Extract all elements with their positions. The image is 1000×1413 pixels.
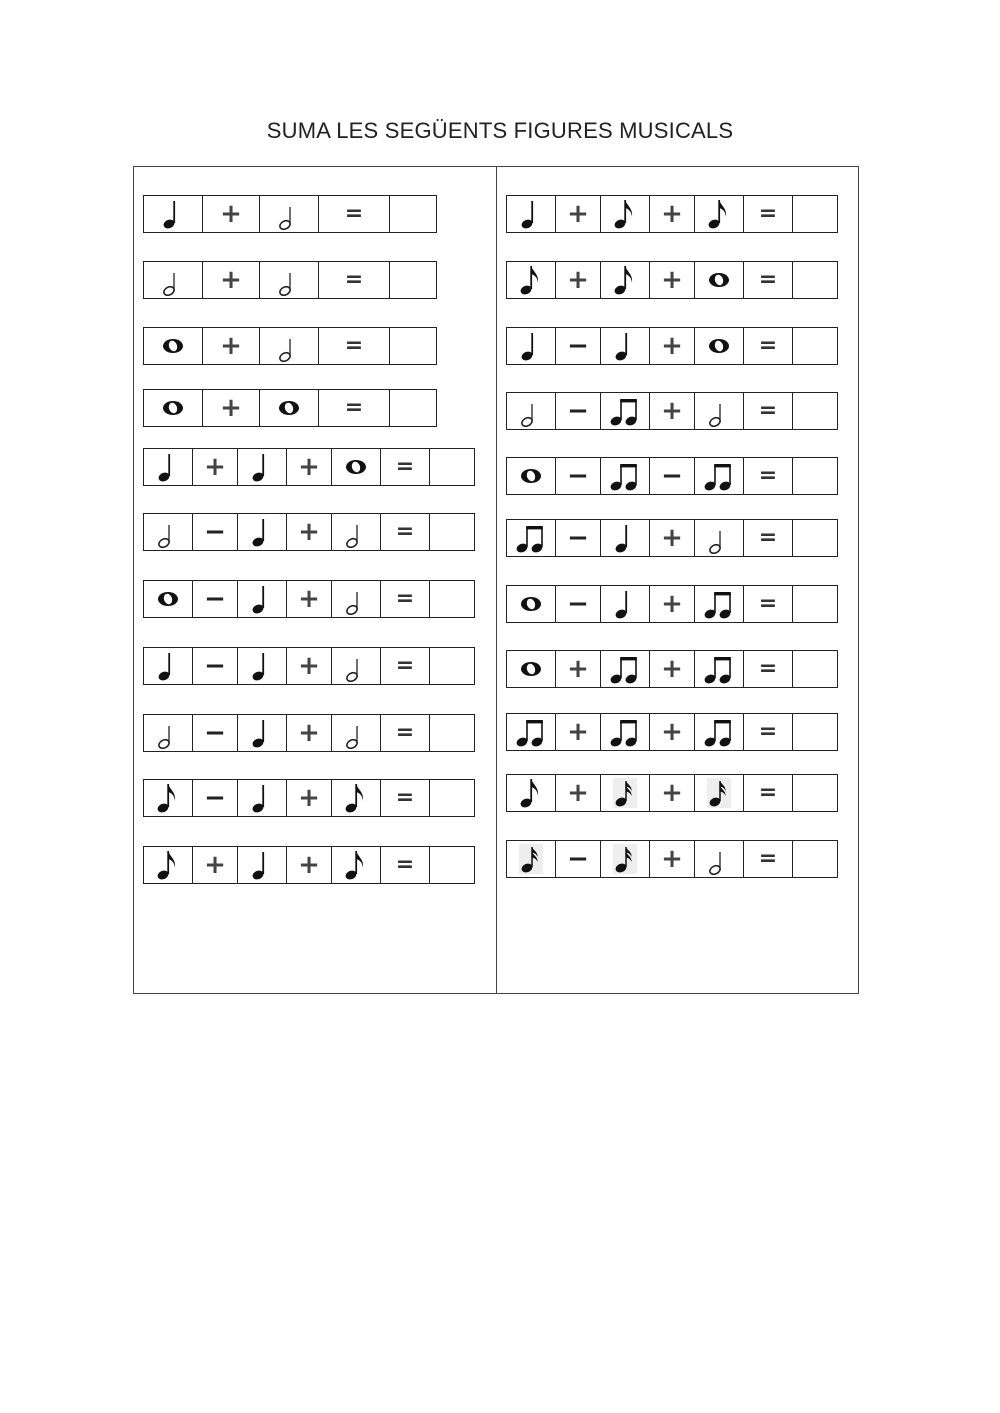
plus-sign (202, 327, 260, 365)
equals-sign (743, 392, 793, 430)
equals-symbol: = (395, 785, 415, 810)
note-cell (506, 327, 556, 365)
note-cell (259, 327, 319, 365)
answer-box[interactable] (389, 195, 437, 233)
quarter-note-icon (247, 516, 277, 548)
sixteenth-note-icon (610, 777, 640, 809)
answer-box[interactable] (792, 519, 838, 557)
plus-symbol: + (567, 778, 589, 808)
answer-box[interactable] (792, 650, 838, 688)
exercise-row (506, 261, 838, 299)
eighth-note-icon (341, 849, 371, 881)
note-cell (237, 513, 287, 551)
quarter-note-icon (610, 330, 640, 362)
equals-sign (318, 327, 390, 365)
equals-sign (380, 846, 430, 884)
plus-symbol: + (298, 517, 320, 547)
plus-sign (649, 392, 695, 430)
exercise-row (506, 457, 838, 495)
plus-symbol: + (661, 523, 683, 553)
note-cell (506, 585, 556, 623)
note-cell (143, 647, 193, 685)
note-cell (143, 846, 193, 884)
equals-symbol: = (395, 519, 415, 544)
quarter-note-icon (247, 782, 277, 814)
equals-symbol: = (395, 720, 415, 745)
minus-symbol: − (567, 396, 589, 426)
plus-sign (286, 647, 332, 685)
worksheet-title: SUMA LES SEGÜENTS FIGURES MUSICALS (266, 118, 734, 143)
quarter-note-icon (247, 717, 277, 749)
half-note-icon (274, 330, 304, 362)
equals-sign (743, 519, 793, 557)
plus-sign (286, 513, 332, 551)
minus-symbol: − (567, 589, 589, 619)
note-cell (331, 846, 381, 884)
plus-symbol: + (567, 199, 589, 229)
column-divider (496, 166, 497, 994)
plus-sign (192, 448, 238, 486)
minus-sign (192, 580, 238, 618)
plus-sign (555, 650, 601, 688)
minus-symbol: − (567, 331, 589, 361)
half-note-icon (153, 717, 183, 749)
plus-symbol: + (661, 717, 683, 747)
equals-sign (380, 779, 430, 817)
answer-box[interactable] (429, 846, 475, 884)
equals-symbol: = (395, 454, 415, 479)
note-cell (506, 650, 556, 688)
whole-note-icon (704, 264, 734, 296)
note-cell (506, 713, 556, 751)
answer-box[interactable] (792, 774, 838, 812)
beamed-eighths-note-icon (608, 395, 642, 427)
note-cell (694, 392, 744, 430)
note-cell (694, 519, 744, 557)
half-note-icon (274, 264, 304, 296)
equals-symbol: = (758, 846, 778, 871)
beamed-eighths-note-icon (702, 653, 736, 685)
equals-symbol: = (395, 653, 415, 678)
whole-note-icon (516, 460, 546, 492)
equals-symbol: = (344, 267, 364, 292)
note-cell (600, 261, 650, 299)
plus-symbol: + (661, 265, 683, 295)
beamed-eighths-note-icon (608, 716, 642, 748)
quarter-note-icon (247, 583, 277, 615)
beamed-eighths-note-icon (702, 588, 736, 620)
half-note-icon (341, 516, 371, 548)
plus-sign (649, 713, 695, 751)
minus-sign (192, 513, 238, 551)
exercise-row (143, 647, 475, 685)
note-cell (506, 774, 556, 812)
whole-note-icon (274, 392, 304, 424)
equals-sign (743, 195, 793, 233)
exercise-row (143, 580, 475, 618)
plus-symbol: + (220, 393, 242, 423)
half-note-icon (341, 583, 371, 615)
plus-sign (555, 713, 601, 751)
note-cell (331, 779, 381, 817)
minus-symbol: − (204, 584, 226, 614)
note-cell (506, 457, 556, 495)
plus-sign (286, 714, 332, 752)
exercise-row (506, 713, 838, 751)
plus-sign (555, 261, 601, 299)
exercise-row (143, 448, 475, 486)
plus-sign (649, 774, 695, 812)
exercise-row (143, 261, 437, 299)
beamed-eighths-note-icon (702, 460, 736, 492)
equals-symbol: = (344, 333, 364, 358)
note-cell (143, 714, 193, 752)
note-cell (259, 389, 319, 427)
half-note-icon (341, 650, 371, 682)
note-cell (143, 261, 203, 299)
equals-sign (380, 448, 430, 486)
note-cell (237, 779, 287, 817)
note-cell (143, 389, 203, 427)
equals-sign (380, 647, 430, 685)
plus-symbol: + (298, 584, 320, 614)
plus-sign (286, 846, 332, 884)
plus-sign (555, 774, 601, 812)
answer-box[interactable] (792, 392, 838, 430)
exercise-row (506, 840, 838, 878)
plus-symbol: + (661, 844, 683, 874)
note-cell (600, 650, 650, 688)
eighth-note-icon (341, 782, 371, 814)
minus-symbol: − (204, 517, 226, 547)
beamed-eighths-note-icon (514, 716, 548, 748)
whole-note-icon (158, 330, 188, 362)
quarter-note-icon (610, 588, 640, 620)
equals-symbol: = (344, 201, 364, 226)
note-cell (259, 261, 319, 299)
quarter-note-icon (153, 650, 183, 682)
equals-sign (743, 327, 793, 365)
plus-symbol: + (298, 452, 320, 482)
equals-symbol: = (758, 201, 778, 226)
plus-symbol: + (567, 654, 589, 684)
plus-sign (649, 519, 695, 557)
answer-box[interactable] (429, 714, 475, 752)
answer-box[interactable] (429, 513, 475, 551)
exercise-row (143, 195, 437, 233)
note-cell (506, 195, 556, 233)
answer-box[interactable] (792, 327, 838, 365)
plus-sign (649, 261, 695, 299)
answer-box[interactable] (389, 327, 437, 365)
exercise-row (506, 392, 838, 430)
equals-sign (743, 650, 793, 688)
note-cell (694, 195, 744, 233)
answer-box[interactable] (792, 585, 838, 623)
beamed-eighths-note-icon (514, 522, 548, 554)
eighth-note-icon (704, 198, 734, 230)
eighth-note-icon (516, 264, 546, 296)
plus-sign (202, 389, 260, 427)
exercise-row (143, 389, 437, 427)
minus-symbol: − (567, 523, 589, 553)
equals-symbol: = (758, 463, 778, 488)
note-cell (600, 392, 650, 430)
note-cell (600, 585, 650, 623)
note-cell (694, 713, 744, 751)
quarter-note-icon (247, 849, 277, 881)
whole-note-icon (341, 451, 371, 483)
note-cell (237, 714, 287, 752)
plus-sign (649, 327, 695, 365)
note-cell (600, 457, 650, 495)
equals-sign (743, 840, 793, 878)
plus-sign (286, 779, 332, 817)
plus-symbol: + (298, 651, 320, 681)
minus-sign (555, 585, 601, 623)
plus-symbol: + (661, 396, 683, 426)
note-cell (694, 650, 744, 688)
minus-symbol: − (567, 461, 589, 491)
note-cell (143, 448, 193, 486)
eighth-note-icon (153, 782, 183, 814)
half-note-icon (704, 522, 734, 554)
equals-symbol: = (395, 586, 415, 611)
plus-sign (202, 195, 260, 233)
note-cell (237, 448, 287, 486)
equals-symbol: = (395, 852, 415, 877)
equals-sign (743, 585, 793, 623)
minus-sign (649, 457, 695, 495)
equals-sign (743, 713, 793, 751)
note-cell (259, 195, 319, 233)
plus-sign (555, 195, 601, 233)
note-cell (506, 840, 556, 878)
minus-symbol: − (204, 651, 226, 681)
exercise-row (143, 327, 437, 365)
note-cell (600, 195, 650, 233)
note-cell (331, 448, 381, 486)
plus-symbol: + (661, 331, 683, 361)
plus-sign (286, 580, 332, 618)
plus-symbol: + (661, 654, 683, 684)
note-cell (237, 580, 287, 618)
half-note-icon (153, 516, 183, 548)
note-cell (694, 840, 744, 878)
plus-symbol: + (567, 717, 589, 747)
equals-sign (318, 261, 390, 299)
half-note-icon (274, 198, 304, 230)
eighth-note-icon (610, 264, 640, 296)
minus-sign (555, 392, 601, 430)
plus-symbol: + (298, 718, 320, 748)
plus-sign (192, 846, 238, 884)
answer-box[interactable] (792, 195, 838, 233)
note-cell (600, 713, 650, 751)
minus-symbol: − (661, 461, 683, 491)
answer-box[interactable] (389, 261, 437, 299)
eighth-note-icon (610, 198, 640, 230)
plus-symbol: + (567, 265, 589, 295)
equals-symbol: = (758, 591, 778, 616)
whole-note-icon (704, 330, 734, 362)
plus-sign (286, 448, 332, 486)
note-cell (694, 327, 744, 365)
note-cell (143, 580, 193, 618)
note-cell (331, 714, 381, 752)
note-cell (600, 840, 650, 878)
note-cell (694, 261, 744, 299)
quarter-note-icon (153, 451, 183, 483)
answer-box[interactable] (792, 457, 838, 495)
minus-sign (192, 714, 238, 752)
note-cell (143, 327, 203, 365)
answer-box[interactable] (792, 840, 838, 878)
half-note-icon (341, 717, 371, 749)
equals-symbol: = (758, 525, 778, 550)
minus-sign (555, 457, 601, 495)
answer-box[interactable] (429, 779, 475, 817)
exercise-row (506, 195, 838, 233)
minus-sign (555, 519, 601, 557)
quarter-note-icon (247, 650, 277, 682)
eighth-note-icon (153, 849, 183, 881)
plus-symbol: + (220, 265, 242, 295)
exercise-row (506, 774, 838, 812)
note-cell (331, 513, 381, 551)
equals-sign (743, 774, 793, 812)
answer-box[interactable] (792, 713, 838, 751)
plus-symbol: + (661, 199, 683, 229)
exercise-row (143, 714, 475, 752)
minus-sign (555, 327, 601, 365)
answer-box[interactable] (429, 647, 475, 685)
equals-sign (743, 261, 793, 299)
note-cell (143, 513, 193, 551)
whole-note-icon (158, 392, 188, 424)
plus-sign (649, 195, 695, 233)
exercise-row (506, 650, 838, 688)
answer-box[interactable] (792, 261, 838, 299)
equals-symbol: = (758, 398, 778, 423)
equals-sign (380, 513, 430, 551)
minus-sign (192, 779, 238, 817)
equals-sign (318, 389, 390, 427)
minus-symbol: − (567, 844, 589, 874)
exercise-row (506, 585, 838, 623)
plus-sign (649, 650, 695, 688)
exercise-row (143, 779, 475, 817)
plus-sign (649, 840, 695, 878)
note-cell (506, 261, 556, 299)
minus-symbol: − (204, 718, 226, 748)
note-cell (506, 392, 556, 430)
equals-symbol: = (758, 780, 778, 805)
plus-symbol: + (298, 783, 320, 813)
exercise-row (506, 327, 838, 365)
note-cell (600, 774, 650, 812)
whole-note-icon (516, 653, 546, 685)
minus-symbol: − (204, 783, 226, 813)
equals-symbol: = (344, 395, 364, 420)
whole-note-icon (516, 588, 546, 620)
half-note-icon (704, 843, 734, 875)
whole-note-icon (153, 583, 183, 615)
quarter-note-icon (158, 198, 188, 230)
sixteenth-note-icon (516, 843, 546, 875)
note-cell (331, 580, 381, 618)
half-note-icon (516, 395, 546, 427)
equals-sign (743, 457, 793, 495)
answer-box[interactable] (389, 389, 437, 427)
beamed-eighths-note-icon (702, 716, 736, 748)
exercise-row (143, 846, 475, 884)
note-cell (237, 846, 287, 884)
minus-sign (555, 840, 601, 878)
answer-box[interactable] (429, 448, 475, 486)
sixteenth-note-icon (610, 843, 640, 875)
equals-symbol: = (758, 656, 778, 681)
eighth-note-icon (516, 777, 546, 809)
note-cell (143, 195, 203, 233)
note-cell (237, 647, 287, 685)
plus-symbol: + (661, 589, 683, 619)
exercise-row (506, 519, 838, 557)
beamed-eighths-note-icon (608, 460, 642, 492)
equals-sign (380, 580, 430, 618)
quarter-note-icon (247, 451, 277, 483)
note-cell (694, 774, 744, 812)
equals-symbol: = (758, 719, 778, 744)
equals-symbol: = (758, 267, 778, 292)
plus-symbol: + (220, 331, 242, 361)
half-note-icon (704, 395, 734, 427)
plus-symbol: + (204, 452, 226, 482)
note-cell (694, 457, 744, 495)
plus-symbol: + (220, 199, 242, 229)
note-cell (694, 585, 744, 623)
answer-box[interactable] (429, 580, 475, 618)
note-cell (600, 327, 650, 365)
note-cell (143, 779, 193, 817)
minus-sign (192, 647, 238, 685)
exercise-row (143, 513, 475, 551)
beamed-eighths-note-icon (608, 653, 642, 685)
quarter-note-icon (610, 522, 640, 554)
note-cell (506, 519, 556, 557)
quarter-note-icon (516, 198, 546, 230)
plus-symbol: + (298, 850, 320, 880)
note-cell (600, 519, 650, 557)
equals-sign (380, 714, 430, 752)
equals-symbol: = (758, 333, 778, 358)
note-cell (331, 647, 381, 685)
plus-symbol: + (661, 778, 683, 808)
plus-symbol: + (204, 850, 226, 880)
equals-sign (318, 195, 390, 233)
quarter-note-icon (516, 330, 546, 362)
half-note-icon (158, 264, 188, 296)
sixteenth-note-icon (704, 777, 734, 809)
plus-sign (649, 585, 695, 623)
plus-sign (202, 261, 260, 299)
